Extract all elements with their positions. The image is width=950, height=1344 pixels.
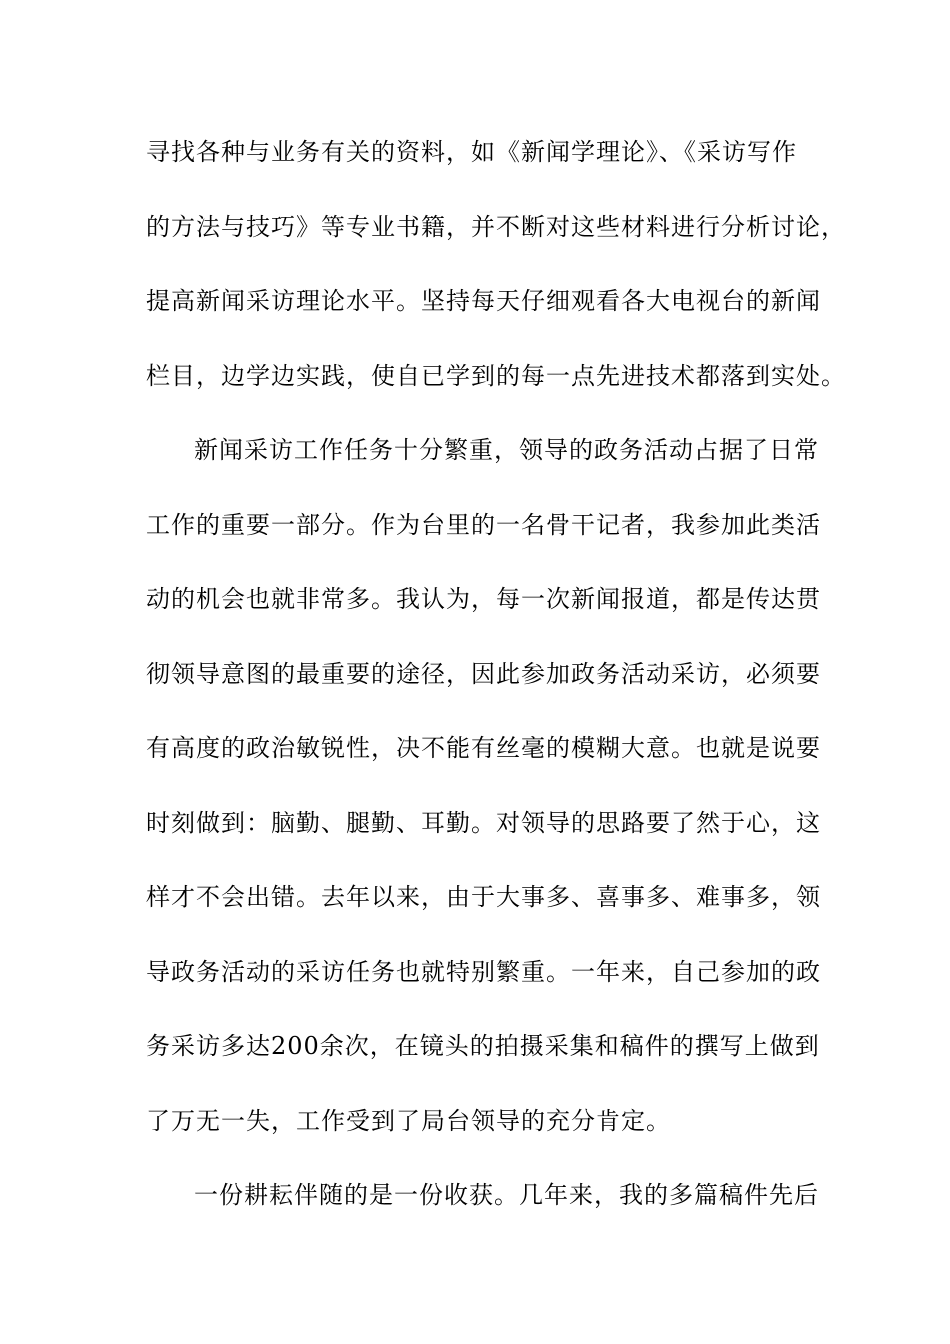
text-line: 时刻做到：脑勤、腿勤、耳勤。对领导的思路要了然于心，这: [146, 808, 821, 837]
text-line: 样才不会出错。去年以来，由于大事多、喜事多、难事多，领: [146, 883, 821, 911]
text-line: 栏目，边学边实践，使自已学到的每一点先进技术都落到实处。: [146, 361, 846, 390]
text-line: 工作的重要一部分。作为台里的一名骨干记者，我参加此类活: [146, 510, 821, 539]
text-line: 动的机会也就非常多。我认为，每一次新闻报道，都是传达贯: [146, 585, 821, 613]
text-line: 了万无一失，工作受到了局台领导的充分肯定。: [146, 1106, 671, 1135]
text-line: 提高新闻采访理论水平。坚持每天仔细观看各大电视台的新闻: [146, 287, 821, 315]
paragraph-first-line: 一份耕耘伴随的是一份收获。几年来，我的多篇稿件先后: [194, 1181, 819, 1209]
paragraph-first-line: 新闻采访工作任务十分繁重，领导的政务活动占据了日常: [194, 436, 819, 464]
text-line: 有高度的政治敏锐性，决不能有丝毫的模糊大意。也就是说要: [146, 734, 821, 762]
text-line: 的方法与技巧》等专业书籍，并不断对这些材料进行分析讨论，: [146, 212, 846, 241]
text-line: 务采访多达200余次，在镜头的拍摄采集和稿件的撰写上做到: [146, 1032, 820, 1060]
text-line: 寻找各种与业务有关的资料，如《新闻学理论》、《采访写作: [146, 138, 797, 166]
text-line: 导政务活动的采访任务也就特别繁重。一年来，自己参加的政: [146, 957, 821, 986]
body-text: [146, 127, 846, 1245]
text-line: 彻领导意图的最重要的途径，因此参加政务活动采访，必须要: [146, 659, 821, 688]
